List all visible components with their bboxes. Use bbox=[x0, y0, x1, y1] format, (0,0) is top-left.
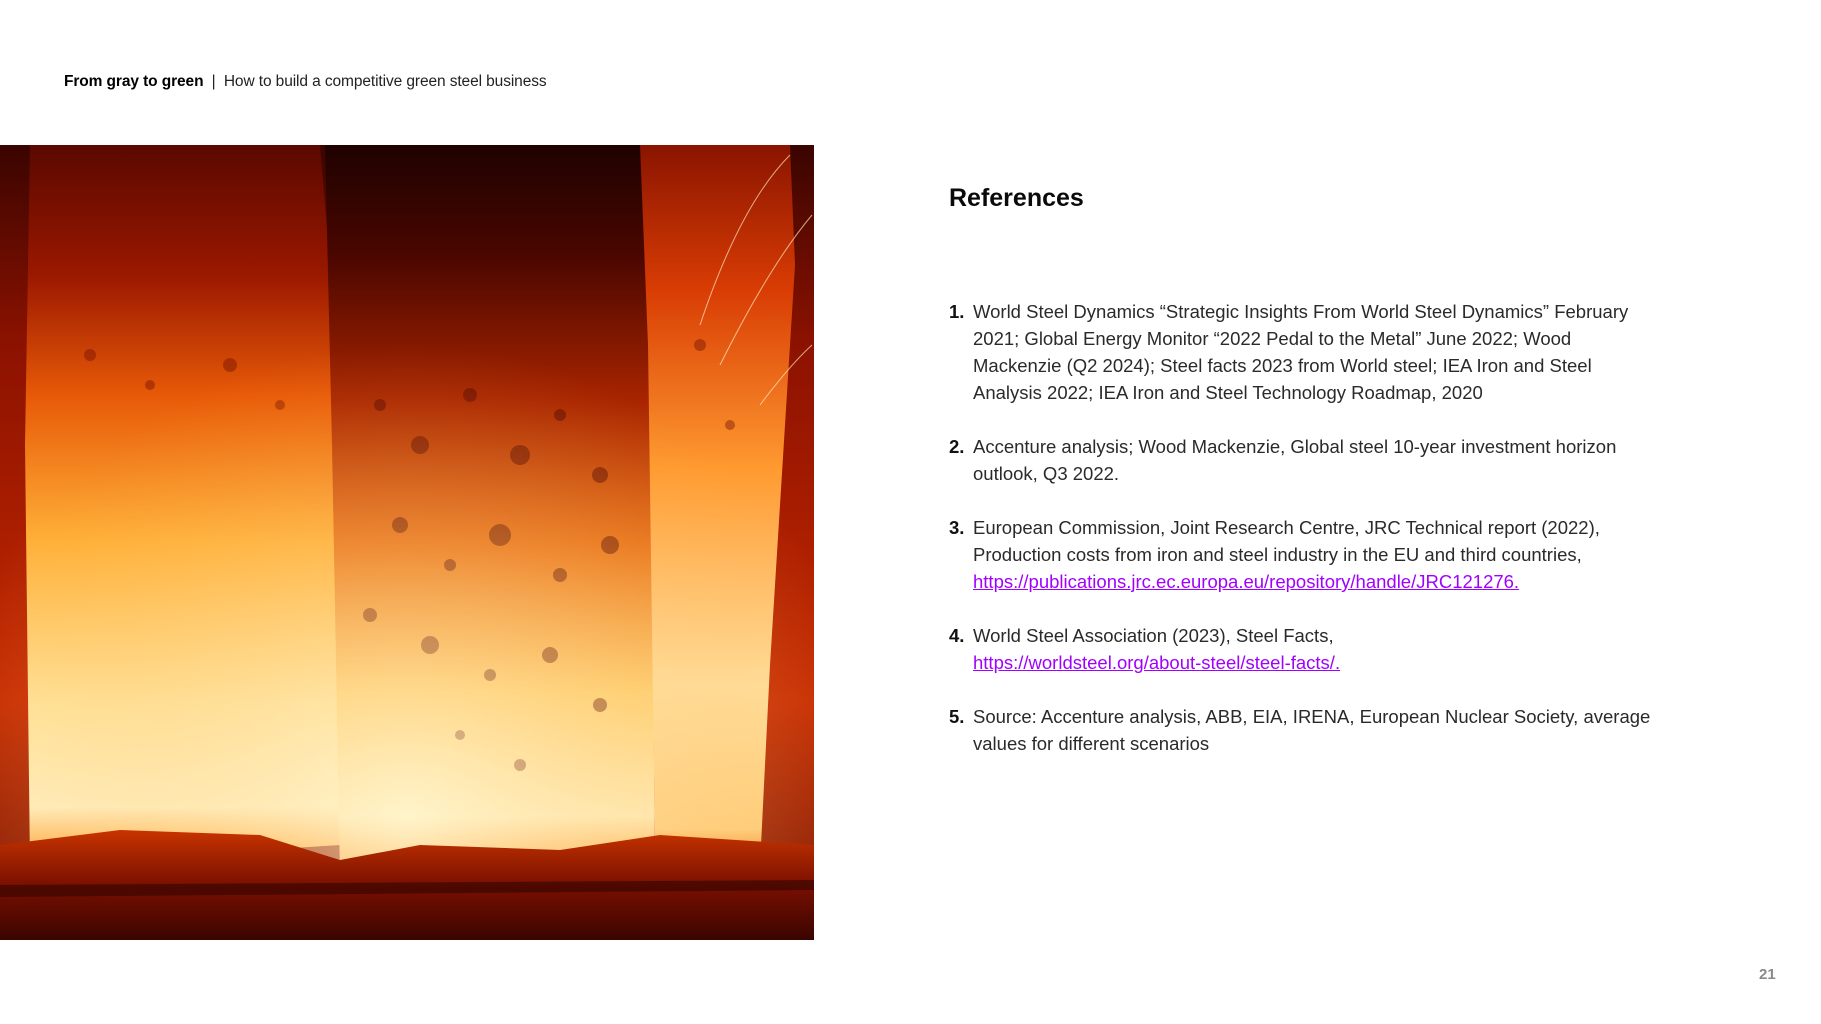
reference-body bbox=[973, 622, 1659, 676]
reference-number: 3. bbox=[949, 517, 965, 538]
reference-item-2 bbox=[949, 433, 1659, 487]
references-title: References bbox=[949, 184, 1084, 212]
reference-number: 5. bbox=[949, 706, 965, 727]
references-list bbox=[949, 298, 1659, 784]
reference-item-1 bbox=[949, 298, 1659, 406]
reference-body bbox=[973, 514, 1659, 595]
reference-number: 2. bbox=[949, 436, 965, 457]
reference-number: 1. bbox=[949, 301, 965, 322]
reference-text: Accenture analysis; Wood Mackenzie, Global steel 10-year investment horizon outlook, Q3 2022. bbox=[973, 436, 1617, 484]
page-number: 21 bbox=[1759, 966, 1776, 983]
reference-item-3 bbox=[949, 514, 1659, 595]
header-subtitle: How to build a competitive green steel business bbox=[223, 73, 547, 90]
page-header bbox=[64, 73, 547, 91]
molten-steel-photo bbox=[0, 145, 814, 940]
reference-item-4 bbox=[949, 622, 1659, 676]
reference-link-worldsteel[interactable]: https://worldsteel.org/about-steel/steel-facts/. bbox=[973, 652, 1341, 673]
reference-text: European Commission, Joint Research Centre, JRC Technical report (2022), Production costs from iron and steel industry in the EU and third countries, bbox=[973, 517, 1600, 565]
reference-number: 4. bbox=[949, 625, 965, 646]
reference-item-5 bbox=[949, 703, 1659, 757]
reference-text: World Steel Dynamics “Strategic Insights From World Steel Dynamics” February 2021; Global Energy Monitor “2022 Pedal to the Metal” June 2022; Wood Mackenzie (Q2 2024); Steel facts 2023 from World steel; IEA Iron and Steel Analysis 2022; IEA Iron and Steel Technology Roadmap, 2020 bbox=[973, 301, 1629, 403]
molten-steel-image bbox=[0, 145, 814, 940]
header-separator: | bbox=[211, 73, 216, 90]
reference-text: World Steel Association (2023), Steel Facts, bbox=[973, 625, 1334, 646]
reference-text: Source: Accenture analysis, ABB, EIA, IRENA, European Nuclear Society, average values for different scenarios bbox=[973, 706, 1651, 754]
reference-link-jrc[interactable]: https://publications.jrc.ec.europa.eu/repository/handle/JRC121276. bbox=[973, 571, 1520, 592]
header-title: From gray to green bbox=[64, 73, 204, 90]
